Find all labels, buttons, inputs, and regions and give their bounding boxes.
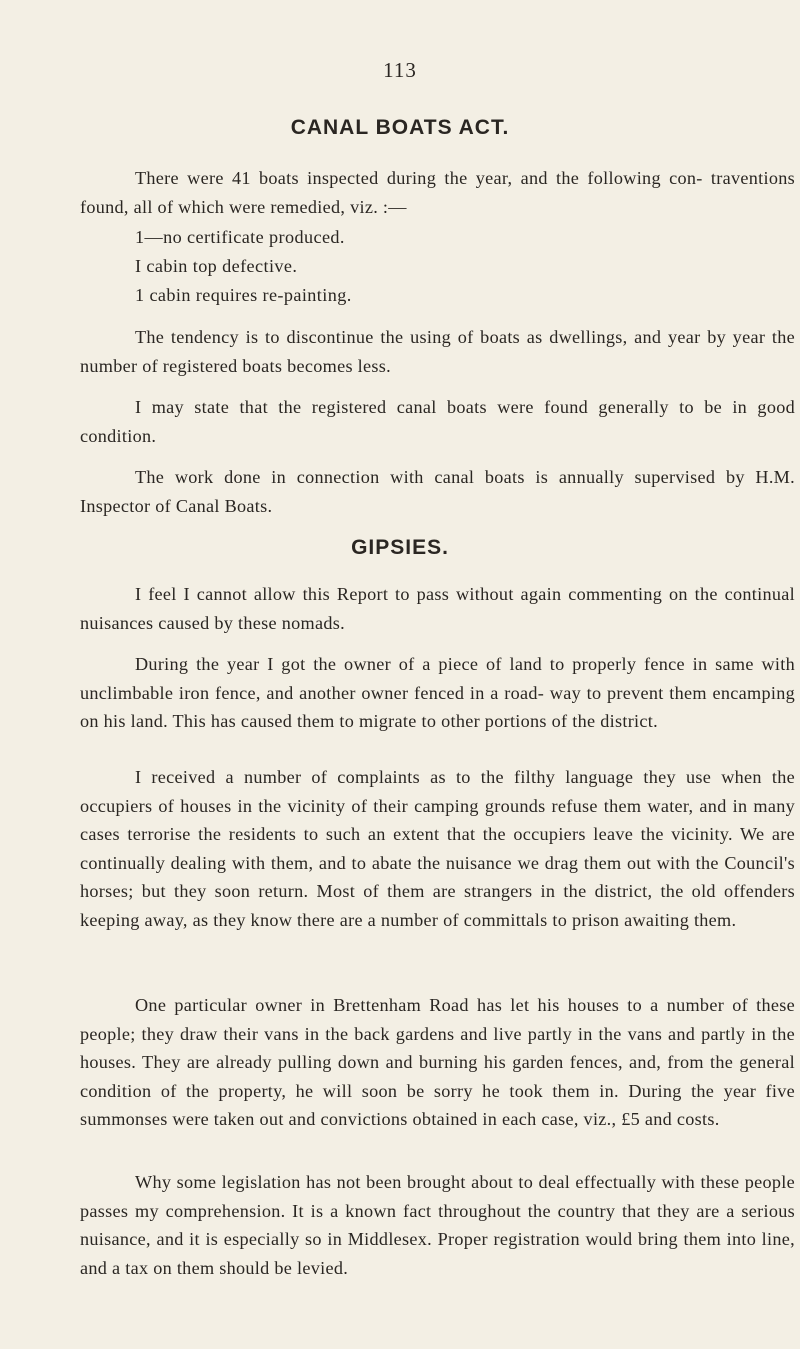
canal-paragraph: I may state that the registered canal boats were found generally to be in good condition. bbox=[80, 397, 795, 446]
canal-intro-paragraph: There were 41 boats inspected during the year, and the following con- traventions found, all of which were remedied, viz. :— bbox=[80, 168, 795, 217]
contravention-item: 1—no certificate produced. bbox=[135, 227, 345, 247]
contravention-item: 1 cabin requires re-painting. bbox=[135, 285, 352, 305]
page-number: 113 bbox=[383, 58, 417, 82]
contravention-item: I cabin top defective. bbox=[135, 256, 298, 276]
gipsies-paragraph: I feel I cannot allow this Report to pass without again commenting on the continual nuisances caused by these nomads. bbox=[80, 584, 795, 633]
canal-paragraph: The work done in connection with canal boats is annually supervised by H.M. Inspector of Canal Boats. bbox=[80, 467, 795, 516]
section-heading-gipsies: GIPSIES. bbox=[351, 536, 449, 559]
section-heading-canal-boats: CANAL BOATS ACT. bbox=[290, 116, 510, 139]
gipsies-paragraph: Why some legislation has not been brought about to deal effectually with these people passes my comprehension. It is a known fact throughout the country that they are a serious nuisance, and it is especially so in Middlesex. Proper registration would bring them into line, and a tax on them should be levied. bbox=[80, 1172, 795, 1278]
gipsies-paragraph: During the year I got the owner of a piece of land to properly fence in same with unclimbable iron fence, and another owner fenced in a road- way to prevent them encamping on his land. This has caused them to migrate to other portions of the district. bbox=[80, 654, 795, 732]
gipsies-paragraph: I received a number of complaints as to the filthy language they use when the occupiers of houses in the vicinity of their camping grounds refuse them water, and in many cases terrorise the residents to such an extent that the occupiers leave the vicinity. We are continually dealing with them, and to abate the nuisance we drag them out with the Council's horses; but they soon return. Most of them are strangers in the district, the old offenders keeping away, as they know there are a number of committals to prison awaiting them. bbox=[80, 767, 795, 930]
canal-paragraph: The tendency is to discontinue the using of boats as dwellings, and year by year the number of registered boats becomes less. bbox=[80, 327, 795, 376]
gipsies-paragraph: One particular owner in Brettenham Road has let his houses to a number of these people; they draw their vans in the back gardens and live partly in the vans and partly in the houses. They are already pulling down and burning his garden fences, and, from the general condition of the property, he will soon be sorry he took them in. During the year five summonses were taken out and convictions obtained in each case, viz., £5 and costs. bbox=[80, 995, 795, 1130]
